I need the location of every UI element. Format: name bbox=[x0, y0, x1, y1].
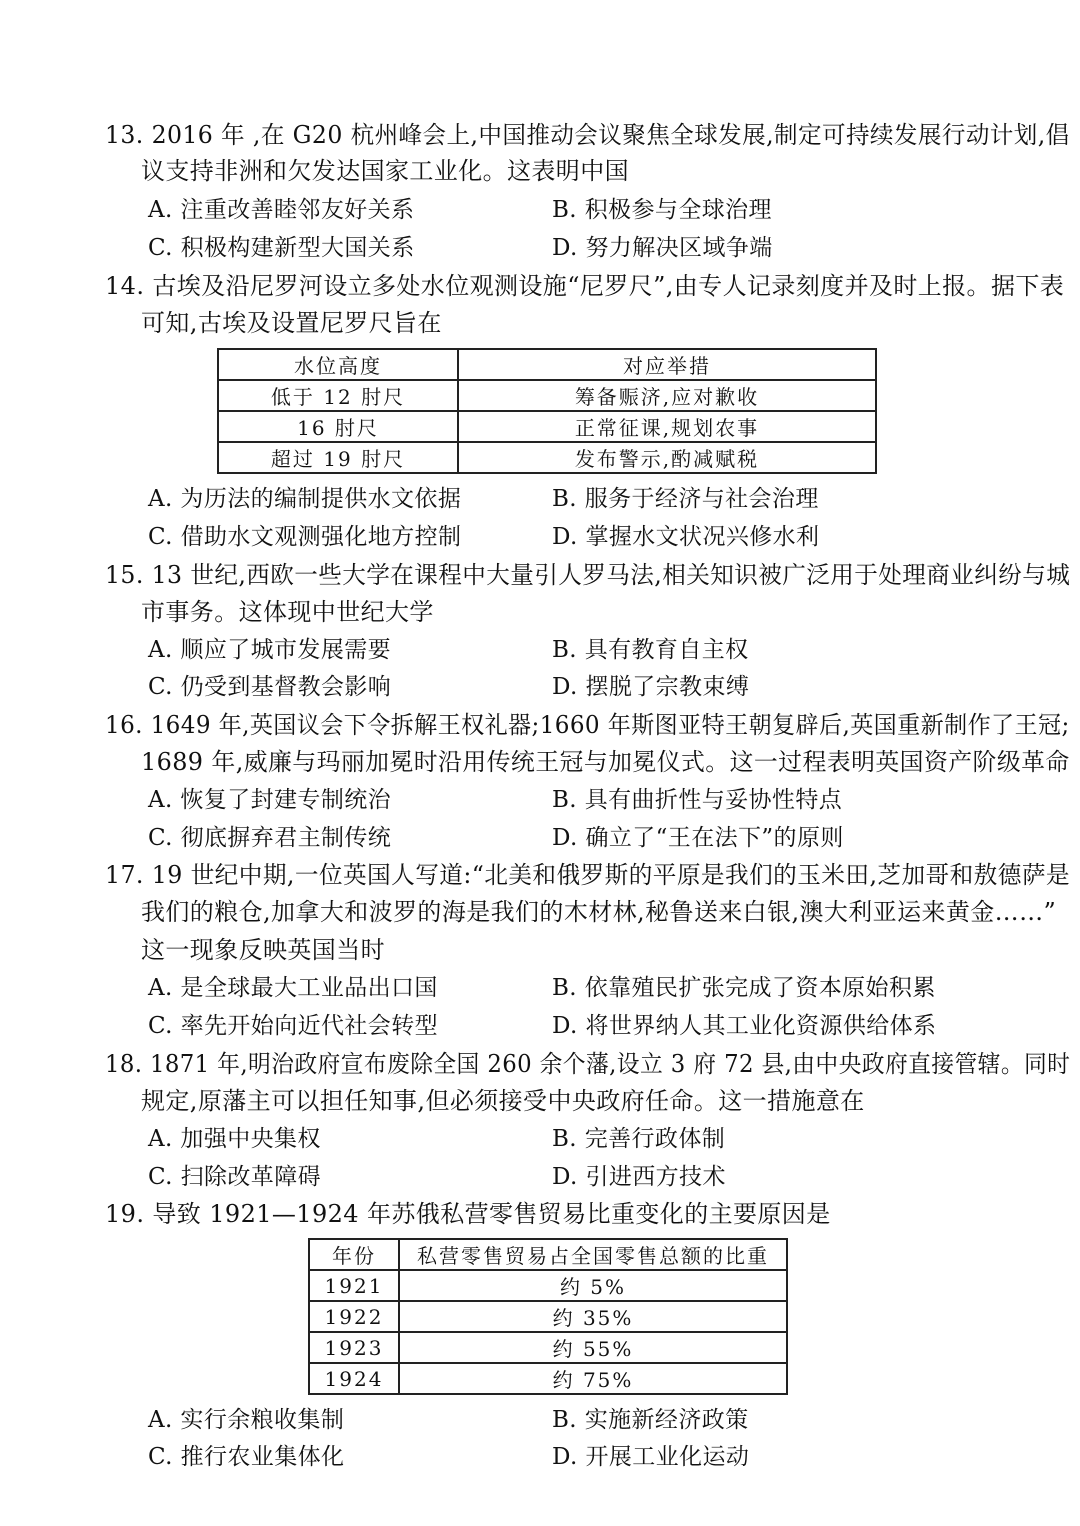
q18-option-b: B. 完善行政体制 bbox=[552, 1126, 726, 1152]
q16-option-a: A. 恢复了封建专制统治 bbox=[148, 787, 392, 813]
q18-option-d: D. 引进西方技术 bbox=[552, 1164, 726, 1190]
q19-cell-year: 1924 bbox=[309, 1363, 399, 1394]
table-row bbox=[218, 411, 876, 442]
table-row bbox=[309, 1270, 787, 1301]
q19-option-a: A. 实行余粮收集制 bbox=[148, 1407, 345, 1433]
q17-stem-line1: 17. 19 世纪中期,一位英国人写道:“北美和俄罗斯的平原是我们的玉米田,芝加哥和敖德萨是 bbox=[105, 861, 1070, 889]
table-row bbox=[309, 1363, 787, 1394]
q14-option-c: C. 借助水文观测强化地方控制 bbox=[148, 524, 462, 550]
q15-stem-line1: 15. 13 世纪,西欧一些大学在课程中大量引人罗马法,相关知识被广泛用于处理商业纠纷与城 bbox=[105, 561, 1071, 589]
table-row bbox=[218, 380, 876, 411]
q14-cell-level: 低于 12 肘尺 bbox=[218, 380, 458, 411]
q19-cell-year: 1921 bbox=[309, 1270, 399, 1301]
q13-option-c: C. 积极构建新型大国关系 bbox=[148, 235, 415, 261]
q15-option-d: D. 摆脱了宗教束缚 bbox=[552, 674, 750, 700]
table-row bbox=[309, 1332, 787, 1363]
q19-table-header bbox=[309, 1239, 787, 1270]
q19-header-share: 私营零售贸易占全国零售总额的比重 bbox=[399, 1239, 787, 1270]
table-row bbox=[218, 442, 876, 473]
q19-stem-line1: 19. 导致 1921—1924 年苏俄私营零售贸易比重变化的主要原因是 bbox=[105, 1200, 831, 1228]
q19-cell-share: 约 55% bbox=[399, 1332, 787, 1363]
q16-option-c: C. 彻底摒弃君主制传统 bbox=[148, 825, 392, 851]
q16-option-d: D. 确立了“王在法下”的原则 bbox=[552, 825, 844, 851]
q17-option-d: D. 将世界纳人其工业化资源供给体系 bbox=[552, 1013, 937, 1039]
q17-option-a: A. 是全球最大工业品出口国 bbox=[148, 975, 438, 1001]
q15-option-b: B. 具有教育自主权 bbox=[552, 637, 749, 663]
q13-option-d: D. 努力解决区域争端 bbox=[552, 235, 773, 261]
q18-stem-line1: 18. 1871 年,明治政府宣布废除全国 260 余个藩,设立 3 府 72 县,由中央政府直接管辖。同时 bbox=[105, 1050, 1071, 1078]
q18-option-c: C. 扫除改革障碍 bbox=[148, 1164, 322, 1190]
q13-stem-line2: 议支持非洲和欠发达国家工业化。这表明中国 bbox=[141, 157, 629, 185]
q14-option-d: D. 掌握水文状况兴修水利 bbox=[552, 524, 820, 550]
q14-table bbox=[217, 348, 877, 474]
q15-stem-line2: 市事务。这体现中世纪大学 bbox=[141, 598, 434, 626]
q17-stem-line2: 我们的粮仓,加拿大和波罗的海是我们的木材林,秘鲁送来白银,澳大利亚运来黄金……” bbox=[141, 898, 1057, 926]
q15-option-c: C. 仍受到基督教会影响 bbox=[148, 674, 392, 700]
q14-cell-level: 16 肘尺 bbox=[218, 411, 458, 442]
q16-option-b: B. 具有曲折性与妥协性特点 bbox=[552, 787, 843, 813]
q14-table-header bbox=[218, 349, 876, 380]
q17-option-c: C. 率先开始向近代社会转型 bbox=[148, 1013, 439, 1039]
q13-option-a: A. 注重改善睦邻友好关系 bbox=[148, 197, 415, 223]
q19-table bbox=[308, 1238, 788, 1395]
q16-stem-line2: 1689 年,威廉与玛丽加冕时沿用传统王冠与加冕仪式。这一过程表明英国资产阶级革命 bbox=[141, 748, 1070, 776]
q18-option-a: A. 加强中央集权 bbox=[148, 1126, 321, 1152]
q19-option-d: D. 开展工业化运动 bbox=[552, 1444, 750, 1470]
q13-option-b: B. 积极参与全球治理 bbox=[552, 197, 772, 223]
q14-cell-measure: 正常征课,规划农事 bbox=[458, 411, 876, 442]
q19-cell-year: 1923 bbox=[309, 1332, 399, 1363]
q16-stem-line1: 16. 1649 年,英国议会下令拆解王权礼器;1660 年斯图亚特王朝复辟后,英国重新制作了王冠; bbox=[105, 711, 1070, 739]
q19-header-year: 年份 bbox=[309, 1239, 399, 1270]
q14-option-b: B. 服务于经济与社会治理 bbox=[552, 486, 819, 512]
q19-cell-year: 1922 bbox=[309, 1301, 399, 1332]
q13-stem-line1: 13. 2016 年 ,在 G20 杭州峰会上,中国推动会议聚焦全球发展,制定可持续发展行动计划,倡 bbox=[105, 121, 1070, 149]
q14-option-a: A. 为历法的编制提供水文依据 bbox=[148, 486, 462, 512]
table-row bbox=[309, 1301, 787, 1332]
q14-cell-level: 超过 19 肘尺 bbox=[218, 442, 458, 473]
q14-stem-line1: 14. 古埃及沿尼罗河设立多处水位观测设施“尼罗尺”,由专人记录刻度并及时上报。据下表 bbox=[105, 272, 1065, 300]
q14-cell-measure: 筹备赈济,应对歉收 bbox=[458, 380, 876, 411]
q14-header-measure: 对应举措 bbox=[458, 349, 876, 380]
q14-stem-line2: 可知,古埃及设置尼罗尺旨在 bbox=[141, 309, 442, 337]
q17-stem-line3: 这一现象反映英国当时 bbox=[141, 936, 385, 964]
q15-option-a: A. 顺应了城市发展需要 bbox=[148, 637, 392, 663]
q19-cell-share: 约 75% bbox=[399, 1363, 787, 1394]
q19-option-c: C. 推行农业集体化 bbox=[148, 1444, 345, 1470]
q19-cell-share: 约 5% bbox=[399, 1270, 787, 1301]
q14-header-level: 水位高度 bbox=[218, 349, 458, 380]
q18-stem-line2: 规定,原藩主可以担任知事,但必须接受中央政府任命。这一措施意在 bbox=[141, 1087, 865, 1115]
q17-option-b: B. 依靠殖民扩张完成了资本原始积累 bbox=[552, 975, 936, 1001]
q14-cell-measure: 发布警示,酌减赋税 bbox=[458, 442, 876, 473]
q19-cell-share: 约 35% bbox=[399, 1301, 787, 1332]
q19-option-b: B. 实施新经济政策 bbox=[552, 1407, 749, 1433]
